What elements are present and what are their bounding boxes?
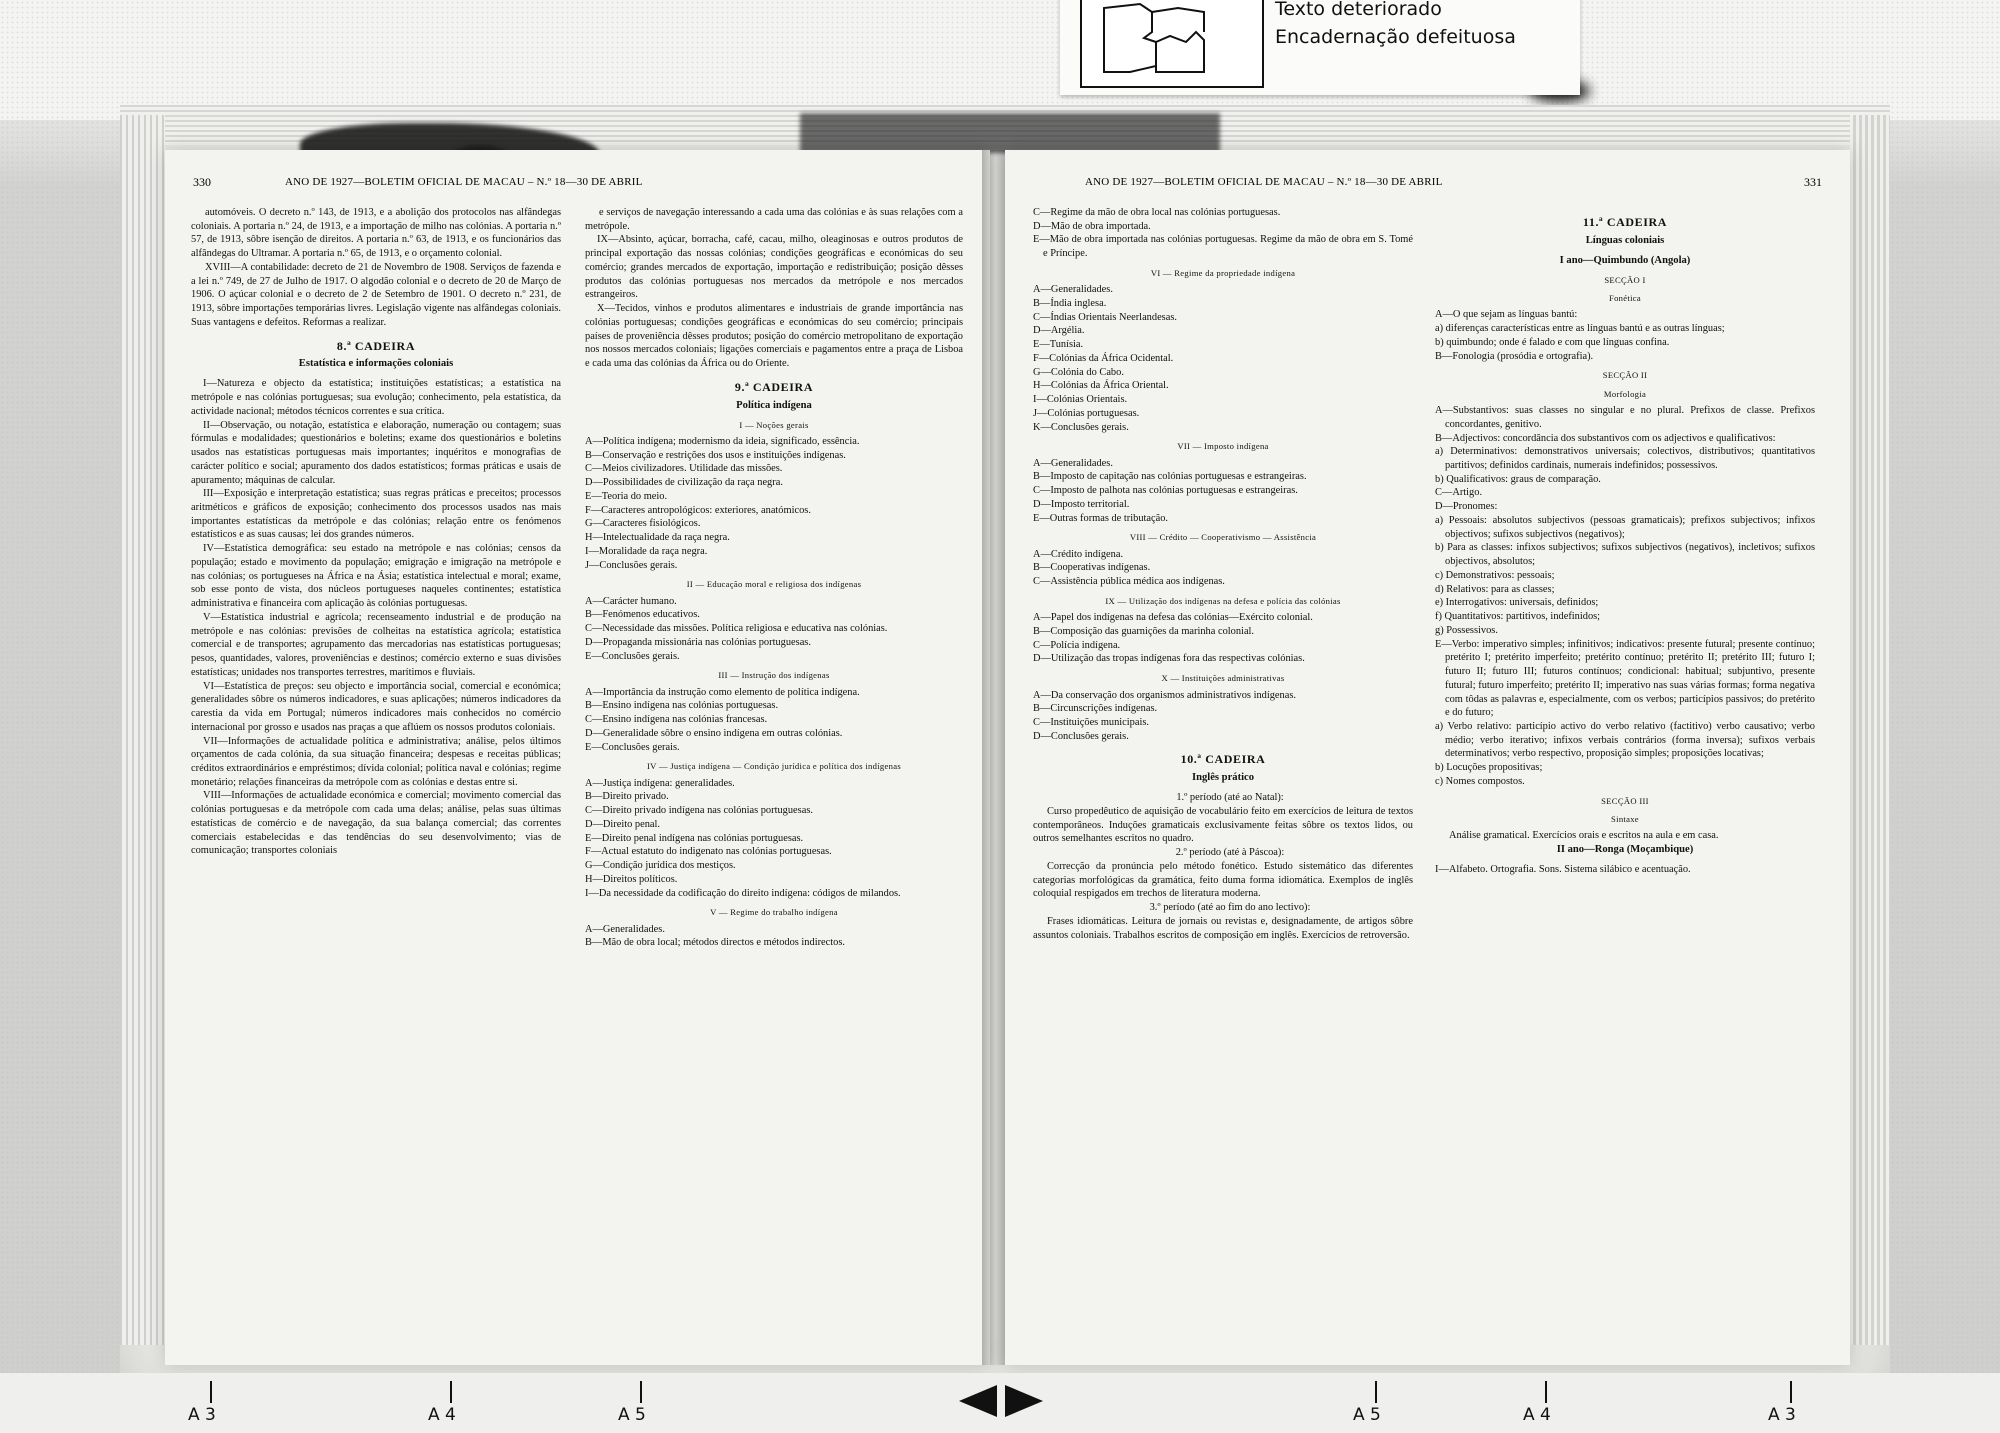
right-page xyxy=(1005,150,1850,1365)
ruler-tick-mark xyxy=(450,1381,452,1403)
cadeira-subtitle: Estatística e informações coloniais xyxy=(298,358,454,370)
list-item: A—Carácter humano. xyxy=(585,595,677,607)
list-item: IV—Estatística demográfica: seu estado na metrópole e nas colónias; censos da população; estado e movimento da população; emigração e imigração na metrópole e nas colónias; os portugueses na África e na Ásia; estatística intelectual e moral; exame, sob esse ponto de vista, dos núcleos portugueses naqueles continentes; estatística administrativa e financeira com aplicação às colónias portuguesas. xyxy=(191,543,561,610)
section-minor: Morfologia xyxy=(1603,388,1647,399)
list-item: B—Cooperativas indígenas. xyxy=(1033,562,1151,574)
list-item: G—Condição jurídica dos mestiços. xyxy=(585,860,736,872)
list-item: F—Actual estatuto do indigenato nas colónias portuguesas. xyxy=(585,846,832,858)
list-item: D—Direito penal. xyxy=(585,818,661,830)
list-item: I—Alfabeto. Ortografia. Sons. Sistema silábico e acentuação. xyxy=(1435,864,1691,876)
list-item: C—Imposto de palhota nas colónias portuguesas e estrangeiras. xyxy=(1033,485,1298,497)
list-item: A—O que sejam as línguas bantú: xyxy=(1435,309,1578,321)
section-heading: III — Instrução dos indígenas xyxy=(718,670,830,681)
list-item: D—Generalidade sôbre o ensino indígena em outras colónias. xyxy=(585,727,843,739)
list-item: H—Intelectualidade da raça negra. xyxy=(585,532,730,544)
list-item: B—Adjectivos: concordância dos substantivos com os adjectivos e qualificativos: xyxy=(1435,432,1776,444)
list-item: C—Instituições municipais. xyxy=(1033,717,1150,729)
list-item: E—Direito penal indígena nas colónias portuguesas. xyxy=(585,832,804,844)
page-stack-left-edge xyxy=(120,115,165,1345)
list-item: D—Possibilidades de civilização da raça negra. xyxy=(585,477,783,489)
section-heading: VIII — Crédito — Cooperativismo — Assistência xyxy=(1129,532,1317,543)
list-item: B—Direito privado. xyxy=(585,791,669,803)
list-item: IX—Absinto, açúcar, borracha, café, cacau, milho, oleaginosas e outros produtos de principal exportação das nossas colónias; condições geográficas e económicas do seu comércio; grandes mercados de exportação, importação e redistribuição; posição dêsses produtos das colónias portuguesas nos mercados da metrópole e nos mercados estrangeiros. xyxy=(585,234,963,301)
list-item: G—Colónia do Cabo. xyxy=(1033,366,1124,378)
list-item: A—Importância da instrução como elemento de política indígena. xyxy=(585,686,860,698)
ruler-tick-mark xyxy=(210,1381,212,1403)
list-item: B—Fenómenos educativos. xyxy=(585,609,700,621)
list-item: I—Colónias Orientais. xyxy=(1033,394,1128,406)
list-item: f) Quantitativos: partitivos, indefinidos; xyxy=(1435,611,1601,623)
list-item: C—Meios civilizadores. Utilidade das missões. xyxy=(585,463,783,475)
page-stack-right-edge xyxy=(1850,115,1890,1345)
list-item: A—Da conservação dos organismos administrativos indígenas. xyxy=(1033,689,1296,701)
ruler-tick-label: A 5 xyxy=(1353,1405,1381,1425)
list-item: J—Colónias portuguesas. xyxy=(1033,407,1140,419)
list-item: C—Polícia indígena. xyxy=(1033,639,1121,651)
list-item: G—Caracteres fisiológicos. xyxy=(585,518,701,530)
section-heading: V — Regime do trabalho indígena xyxy=(710,907,838,918)
section-heading: VI — Regime da propriedade indígena xyxy=(1150,267,1296,278)
list-item: d) Relativos: para as classes; xyxy=(1435,583,1555,595)
list-item: B—Conservação e restrições dos usos e instituições indígenas. xyxy=(585,449,846,461)
paragraph: e serviços de navegação interessando a cada uma das colónias e às suas relações com a metrópole. xyxy=(585,207,963,232)
right-column-1 xyxy=(1033,206,1413,942)
paragraph: Correcção da pronúncia pelo método fonético. Estudo sistemático das diferentes categorias morfológicas da gramática, feito duma forma idiomática. Exemplos de inglês coloquial respigados em trechos de literatura moderna. xyxy=(1033,860,1413,900)
note-line-1: Texto deteriorado xyxy=(1275,0,1442,20)
list-item: E—Mão de obra importada nas colónias portuguesas. Regime da mão de obra em S. Tomé e Príncipe. xyxy=(1033,234,1413,260)
list-item: B—Fonologia (prosódia e ortografia). xyxy=(1435,350,1594,362)
list-item: B—Índia inglesa. xyxy=(1033,298,1107,310)
list-item: V—Estatística industrial e agrícola; recenseamento industrial e de produção na metrópole e nas colónias: previsões de colheitas na estatística agrícola; estatística comercial e de transportes; agrupamento das mercadorias nas estatísticas portuguesas; pesos, quantidades, valores, proveniências e destinos; comércio externo e suas divisões estatísticas; unidades nos transportes terrestres, marítimos e fluviais. xyxy=(191,611,561,678)
left-page xyxy=(165,150,990,1365)
section-heading: VII — Imposto indígena xyxy=(1177,441,1269,452)
list-item: c) Nomes compostos. xyxy=(1435,775,1525,787)
section-heading: II — Educação moral e religiosa dos indígenas xyxy=(686,579,862,590)
ruler-tick-mark xyxy=(1790,1381,1792,1403)
left-column-1 xyxy=(191,206,561,858)
list-item: I—Moralidade da raça negra. xyxy=(585,545,708,557)
section-label: SECÇÃO I xyxy=(1604,274,1646,285)
list-item: D—Conclusões gerais. xyxy=(1033,730,1129,742)
ruler-tick-label: A 5 xyxy=(618,1405,646,1425)
list-item: b) Locuções propositivas; xyxy=(1435,762,1543,774)
list-item: c) Demonstrativos: pessoais; xyxy=(1435,569,1555,581)
list-item: g) Possessivos. xyxy=(1435,624,1498,636)
section-label: SECÇÃO II xyxy=(1602,370,1648,381)
scan-ruler xyxy=(0,1373,2000,1433)
list-item: B—Composição das guarnições da marinha colonial. xyxy=(1033,626,1255,637)
list-item: C—Assistência pública médica aos indígenas. xyxy=(1033,576,1225,588)
open-book xyxy=(120,105,1890,1395)
list-item: e) Interrogativos: universais, definidos; xyxy=(1435,597,1599,609)
damaged-book-icon xyxy=(1080,0,1264,88)
ruler-tick-mark xyxy=(1375,1381,1377,1403)
cadeira-subtitle: Línguas coloniais xyxy=(1585,234,1665,246)
year-heading: I ano—Quimbundo (Angola) xyxy=(1559,254,1691,266)
list-item: H—Colónias da África Oriental. xyxy=(1033,380,1169,392)
list-item: b) Para as classes: infixos subjectivos; sufixos subjectivos (negativos), incletivos; sufixos objectivos, absolutos; xyxy=(1435,542,1815,568)
right-running-head: ANO DE 1927—BOLETIM OFICIAL DE MACAU – N.º 18—30 DE ABRIL xyxy=(1085,176,1443,188)
list-item: B—Mão de obra local; métodos directos e métodos indirectos. xyxy=(585,937,845,949)
list-item: D—Imposto territorial. xyxy=(1033,498,1130,510)
section-heading: X — Instituições administrativas xyxy=(1161,673,1285,684)
period-heading: 3.º período (até ao fim do ano lectivo): xyxy=(1149,902,1311,914)
list-item: VII—Informações de actualidade política e administrativa; análise, pelos últimos orçamentos de cada colónia, da sua situação financeira; despesas e receitas públicas; créditos extraordinários e empréstimos; dívida colonial; política naval e colónias; regime monetário; relações financeiras da metrópole com as colónias e destas entre si. xyxy=(191,735,561,788)
list-item: B—Imposto de capitação nas colónias portuguesas e estrangeiras. xyxy=(1033,471,1307,483)
list-item: A—Política indígena; modernismo da ideia, significado, essência. xyxy=(585,435,860,447)
paragraph: XVIII—A contabilidade: decreto de 21 de Novembro de 1908. Serviços de fazenda e a lei n.º 749, de 27 de Julho de 1917. O algodão colonial e o decreto de 20 de Março de 1906. O açúcar colonial e o decreto de 2 de Setembro de 1901. O decreto n.º 231, de 1913, sôbre importações temporárias livres. Legislação vigente nas alfândegas coloniais. Suas vantagens e defeitos. Reformas a realizar. xyxy=(191,261,561,328)
right-column-2 xyxy=(1435,206,1815,877)
list-item: E—Tunísia. xyxy=(1033,339,1084,351)
list-item: b) quimbundo; onde é falado e com que línguas confina. xyxy=(1435,336,1670,348)
list-item: C—Necessidade das missões. Política religiosa e educativa nas colónias. xyxy=(585,623,888,635)
center-arrows-icon xyxy=(955,1383,1047,1419)
condition-note-card xyxy=(1060,0,1580,95)
list-item: E—Conclusões gerais. xyxy=(585,650,680,662)
list-item: A—Generalidades. xyxy=(1033,457,1113,469)
list-item: H—Direitos políticos. xyxy=(585,873,678,885)
list-item: C—Direito privado indígena nas colónias portuguesas. xyxy=(585,805,813,817)
list-item: A—Generalidades. xyxy=(585,923,665,935)
list-item: a) Determinativos: demonstrativos universais; colectivos, distributivos; quantitativos partitivos; definidos cardinais, numerais indefinidos; possessivos. xyxy=(1435,446,1815,472)
damaged-book-glyph xyxy=(1100,2,1210,76)
list-item: VIII—Informações de actualidade económica e comercial; movimento comercial das colónias portuguesas e da metrópole com cada uma delas; análise, pelas suas últimas estatísticas de comércio e de navegação, da sua balança comercial; das correntes comerciais estabelecidas e das tendências do seu desenvolvimento; vias de comunicação; transportes coloniais xyxy=(191,790,561,857)
paragraph: Análise gramatical. Exercícios orais e escritos na aula e em casa. xyxy=(1449,830,1719,842)
list-item: A—Justiça indígena: generalidades. xyxy=(585,777,735,789)
list-item: II—Observação, ou notação, estatística e elaboração, numeração ou contagem; suas fórmulas e modalidades; questionários e boletins; exame dos questionários e boletins usados nas estatísticas portuguesas mais importantes; inquéritos e monografias de carácter político e social; apuramento dos dados estatísticos; formas práticas e usais de apuramento; máquinas de calcular. xyxy=(191,419,561,486)
list-item: D—Utilização das tropas indígenas fora das respectivas colónias. xyxy=(1033,653,1305,665)
list-item: B—Ensino indígena nas colónias portuguesas. xyxy=(585,700,779,712)
section-heading: IX — Utilização dos indígenas na defesa e polícia das colónias xyxy=(1105,595,1341,606)
left-folio-number: 330 xyxy=(193,175,211,189)
list-item: I—Da necessidade da codificação do direito indígena: códigos de milandos. xyxy=(585,887,901,899)
list-item: E—Outras formas de tributação. xyxy=(1033,512,1169,524)
list-item: X—Tecidos, vinhos e produtos alimentares e industriais de grande importância nas colónias portuguesas; condições geográficas e económicas do seu comércio; principais países de proveniência dêsses produtos; posição do comércio metropolitano de exportação nos nossos mercados coloniais; ligações comerciais e pagamentos entre a praça de Lisboa e cada uma das colónias da África ou do Oriente. xyxy=(585,303,963,370)
condition-note-text xyxy=(1275,0,1516,51)
list-item: a) Verbo relativo: particípio activo do verbo relativo (factitivo) verbo causativo; verbo médio; verbo iterativo; infixos verbais contrários (forma inversa); sufixos verbais determinativos; verbo respectivo, proposição simples; proposições locativas; xyxy=(1435,720,1815,760)
ruler-tick-mark xyxy=(1545,1381,1547,1403)
list-item: D—Mão de obra importada. xyxy=(1033,220,1151,232)
list-item: III—Exposição e interpretação estatística; suas regras práticas e preceitos; processos aritméticos e gráficos de exposição; conhecimento dos processos usados nas mais importantes estatísticas da metrópole e das colónias; relação entre os fenómenos estatísticos e as suas causas; lei dos grandes números. xyxy=(191,488,561,541)
list-item: A—Generalidades. xyxy=(1033,284,1113,296)
ruler-tick-label: A 3 xyxy=(188,1405,216,1425)
paragraph: Frases idiomáticas. Leitura de jornais ou revistas e, designadamente, de artigos sôbre assuntos coloniais. Trabalhos escritos de composição em inglês. Exercícios de retroversão. xyxy=(1033,915,1413,941)
year-heading: II ano—Ronga (Moçambique) xyxy=(1556,844,1694,856)
section-heading: IV — Justiça indígena — Condição jurídica e política dos indígenas xyxy=(646,761,901,772)
cadeira-subtitle: Inglês prático xyxy=(1191,772,1255,784)
period-heading: 1.º período (até ao Natal): xyxy=(1176,792,1284,804)
left-running-head: ANO DE 1927—BOLETIM OFICIAL DE MACAU – N.º 18—30 DE ABRIL xyxy=(285,176,643,188)
ruler-tick-label: A 4 xyxy=(428,1405,456,1425)
list-item: I—Natureza e objecto da estatística; instituições estatísticas; a estatística na metrópole e nas colónias portuguesas; sua evolução; conhecimento, pela estatística, da actividade nacional; métodos técnicos correntes e sua crítica. xyxy=(191,378,561,417)
list-item: E—Conclusões gerais. xyxy=(585,741,680,753)
ruler-tick-mark xyxy=(640,1381,642,1403)
list-item: F—Colónias da África Ocidental. xyxy=(1033,352,1174,364)
list-item: A—Substantivos: suas classes no singular e no plural. Prefixos de classe. Prefixos concordantes, genitivo. xyxy=(1435,405,1815,430)
list-item: VI—Estatística de preços: seu objecto e importância social, comercial e económica; generalidades sôbre os números indicadores, e suas aplicações; números indicadores da carestia da vida em Portugal; números indicadores mais conhecidos no comércio internacional por grosso e usados nas praças a que aflúem os nossos produtos coloniais. xyxy=(191,680,561,733)
list-item: C—Regime da mão de obra local nas colónias portuguesas. xyxy=(1033,207,1281,218)
list-item: D—Propaganda missionária nas colónias portuguesas. xyxy=(585,636,811,648)
cadeira-title: 9.ª CADEIRA xyxy=(734,379,814,394)
list-item: C—Artigo. xyxy=(1435,487,1483,499)
period-heading: 2.º período (até à Páscoa): xyxy=(1175,847,1285,859)
list-item: D—Pronomes: xyxy=(1435,501,1498,513)
list-item: C—Índias Orientais Neerlandesas. xyxy=(1033,311,1177,323)
cadeira-subtitle: Política indígena xyxy=(736,399,812,411)
list-item: F—Caracteres antropológicos: exteriores, anatómicos. xyxy=(585,504,811,516)
list-item: A—Crédito indígena. xyxy=(1033,548,1124,560)
right-folio-number: 331 xyxy=(1804,175,1822,189)
list-item: J—Conclusões gerais. xyxy=(585,559,678,571)
list-item: C—Ensino indígena nas colónias francesas. xyxy=(585,714,768,726)
section-label: SECÇÃO III xyxy=(1601,795,1649,806)
paragraph: automóveis. O decreto n.º 143, de 1913, e a abolição dos protocolos nas alfândegas coloniais. A portaria n.º 24, de 1913, e a importação de milho nas colónias. A portaria n.º 57, de 1913, sôbre isenção de direitos. A portaria n.º 63, de 1913, e os funcionários das alfândegas do Ultramar. A portaria n.º 65, de 1913, e o orçamento colonial. xyxy=(191,207,561,260)
list-item: b) Qualificativos: graus de comparação. xyxy=(1435,473,1601,485)
ruler-tick-label: A 4 xyxy=(1523,1405,1551,1425)
list-item: B—Circunscrições indígenas. xyxy=(1033,703,1158,715)
paragraph: Curso propedêutico de aquisição de vocabulário feito em exercícios de leitura de textos contemporâneos. Induções gramaticais exclusivamente feitas sôbre os textos lidos, ou outros semelhantes escritos no quadro. xyxy=(1033,806,1413,845)
list-item: E—Teoria do meio. xyxy=(585,490,668,502)
ink-smudge xyxy=(800,113,1220,153)
cadeira-title: 11.ª CADEIRA xyxy=(1582,215,1668,229)
note-line-2: Encadernação defeituosa xyxy=(1275,25,1516,48)
section-minor: Fonética xyxy=(1609,293,1641,304)
list-item: K—Conclusões gerais. xyxy=(1033,421,1129,433)
section-minor: Sintaxe xyxy=(1611,813,1639,824)
left-column-2 xyxy=(585,206,963,950)
list-item: D—Argélia. xyxy=(1033,325,1085,337)
list-item: a) diferenças características entre as línguas bantú e as outras línguas; xyxy=(1435,323,1725,335)
list-item: E—Verbo: imperativo simples; infinitivos; indicativos: presente futural; presente contínuo; pretérito I; pretérito imperfeito; pretérito contínuo; pretérito II; pretérito III; futuro I; futuro II; futuro III; futuros contínuos; condicional: habitual; subjuntivo, presente futural; futuro imperfeito; pretérito II; imperativo nas suas várias formas; forma negativa com tôdas as palavras e, especialmente, com os verbos; particípios passivos; do pretérito e do futuro; xyxy=(1435,638,1815,719)
ruler-tick-label: A 3 xyxy=(1768,1405,1796,1425)
cadeira-title: 10.ª CADEIRA xyxy=(1180,752,1266,767)
section-heading: I — Noções gerais xyxy=(739,419,809,430)
cadeira-title: 8.ª CADEIRA xyxy=(336,338,416,353)
list-item: a) Pessoais: absolutos subjectivos (pessoas gramaticais); prefixos subjectivos; infixos objectivos; sufixos subjectivos (negativos); xyxy=(1435,514,1815,540)
list-item: A—Papel dos indígenas na defesa das colónias—Exército colonial. xyxy=(1033,612,1313,624)
